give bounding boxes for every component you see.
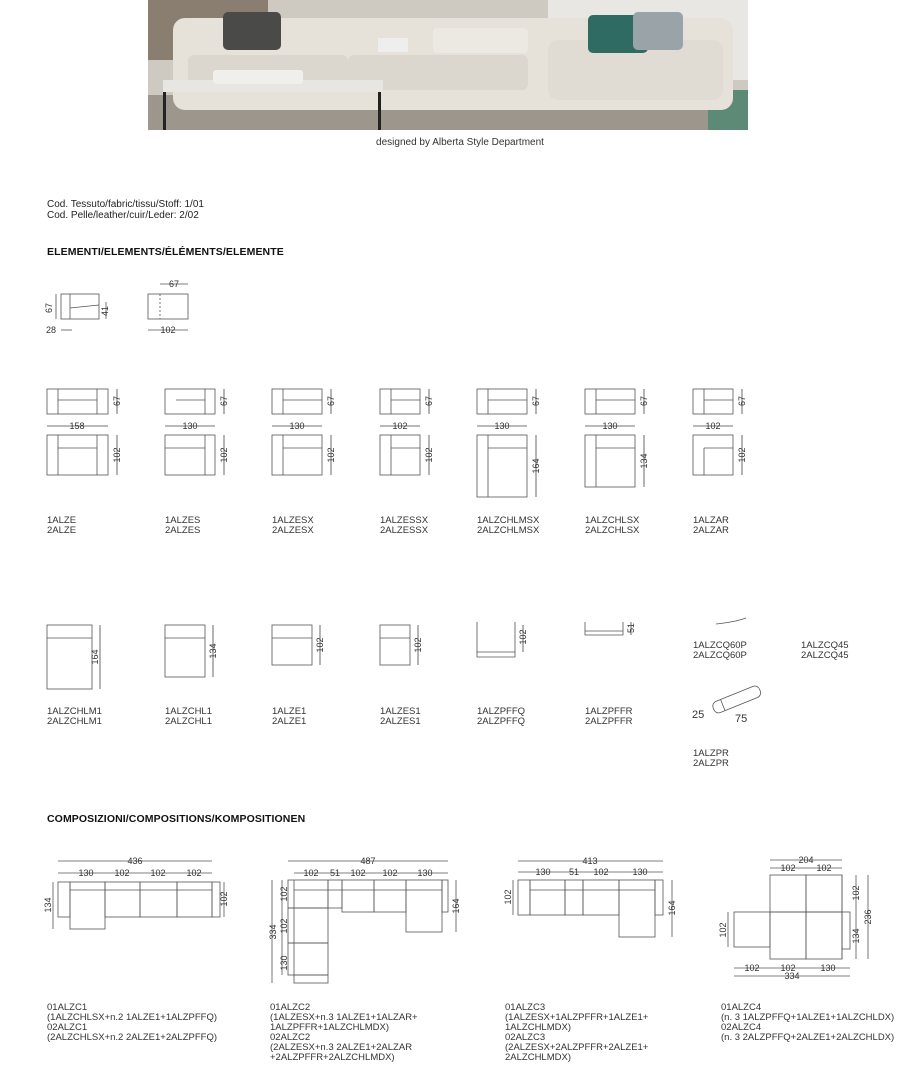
pouf-width: 102: [160, 325, 176, 335]
comp4-btotal: 334: [784, 971, 800, 981]
row1-w-4: 130: [494, 421, 510, 431]
row1-h-6: 67: [737, 395, 747, 407]
element-code: 1ALZCHL1 2ALZCHL1: [165, 706, 212, 727]
composition-1-description: 01ALZC1 (1ALZCHLSX+n.2 1ALZE1+1ALZPFFQ) 02ALZC1 (2ALZCHLSX+n.2 2ALZE1+2ALZPFFQ): [47, 1002, 218, 1043]
comp2-b: 51: [329, 868, 341, 878]
row2-d-5: 51: [626, 622, 636, 634]
armrest-seat: 41: [100, 305, 110, 317]
row1-d-6: 102: [737, 447, 747, 463]
row1-h-1: 67: [219, 395, 229, 407]
comp3-left: 102: [503, 889, 513, 905]
compositions-heading: COMPOSIZIONI/COMPOSITIONS/KOMPOSITIONEN: [47, 813, 306, 825]
comp4-ta: 102: [780, 863, 796, 873]
row1-w-3: 102: [392, 421, 408, 431]
row1-h-2: 67: [326, 395, 336, 407]
row1-w-2: 130: [289, 421, 305, 431]
element-code: 1ALZE 2ALZE: [47, 515, 77, 536]
designer-caption: designed by Alberta Style Department: [376, 137, 544, 148]
comp2-a: 102: [303, 868, 319, 878]
pouf-top-dim: 67: [168, 279, 180, 289]
element-code: 1ALZCHLM1 2ALZCHLM1: [47, 706, 102, 727]
composition-2-description: 01ALZC2 (1ALZESX+n.3 1ALZE1+1ALZAR+ 1ALZPFFR+1ALZCHLMDX) 02ALZC2 (2ALZESX+n.3 2ALZE1+2ALZAR +2ALZPFFR+2ALZCHLMDX): [270, 1002, 418, 1063]
comp3-c: 102: [593, 867, 609, 877]
fabric-code: Cod. Tessuto/fabric/tissu/Stoff: 1/01: [47, 199, 204, 210]
row1-w-5: 130: [602, 421, 618, 431]
comp3-b: 51: [568, 867, 580, 877]
element-code: 1ALZES 2ALZES: [165, 515, 201, 536]
composition-3-description: 01ALZC3 (1ALZESX+1ALZPFFR+1ALZE1+ 1ALZCHLMDX) 02ALZC3 (2ALZESX+2ALZPFFR+2ALZE1+ 2ALZCHLMDX): [505, 1002, 649, 1063]
row1-d-4: 164: [531, 458, 541, 474]
element-code-cq60p: 1ALZCQ60P 2ALZCQ60P: [693, 640, 747, 661]
element-code-pr: 1ALZPR 2ALZPR: [693, 748, 729, 769]
comp1-right: 102: [219, 891, 229, 907]
row1-d-5: 134: [639, 453, 649, 469]
comp4-r1: 102: [851, 885, 861, 901]
comp1-total: 436: [127, 856, 143, 866]
row2-views: [47, 618, 762, 714]
pr-dim-b: 75: [735, 713, 748, 725]
row1-w-6: 102: [705, 421, 721, 431]
row1-h-3: 67: [424, 395, 434, 407]
comp2-l3: 130: [279, 955, 289, 971]
pr-dim-a: 25: [692, 709, 705, 721]
row1-w-0: 158: [69, 421, 85, 431]
comp4-top: 204: [798, 855, 814, 865]
comp4-r2: 134: [851, 928, 861, 944]
comp1-left: 134: [43, 897, 53, 913]
comp2-l1: 102: [279, 886, 289, 902]
row1-d-1: 102: [219, 447, 229, 463]
element-code: 1ALZE1 2ALZE1: [272, 706, 307, 727]
row2-d-3: 102: [413, 637, 423, 653]
element-code: 1ALZES1 2ALZES1: [380, 706, 421, 727]
row1-top-views: [47, 435, 733, 497]
comp1-b: 102: [114, 868, 130, 878]
element-code: 1ALZESX 2ALZESX: [272, 515, 314, 536]
element-code: 1ALZESSX 2ALZESSX: [380, 515, 429, 536]
element-code: 1ALZCHLMSX 2ALZCHLMSX: [477, 515, 540, 536]
comp3-d: 130: [632, 867, 648, 877]
row2-d-2: 102: [315, 637, 325, 653]
comp4-rt: 236: [863, 909, 873, 925]
comp4-bb: 102: [780, 963, 796, 973]
comp4-ba: 102: [744, 963, 760, 973]
comp4-left: 102: [718, 922, 728, 938]
row2-d-4: 102: [518, 629, 528, 645]
comp2-ltotal: 334: [268, 924, 278, 940]
comp4-tb: 102: [816, 863, 832, 873]
element-code-cq45: 1ALZCQ45 2ALZCQ45: [801, 640, 849, 661]
element-code: 1ALZAR 2ALZAR: [693, 515, 729, 536]
comp2-l2: 102: [279, 918, 289, 934]
comp2-right: 164: [451, 898, 461, 914]
element-code: 1ALZPFFQ 2ALZPFFQ: [477, 706, 526, 727]
armrest-height: 67: [44, 302, 54, 314]
row1-side-views: [47, 389, 733, 414]
armrest-drawing: [56, 294, 106, 330]
element-code: 1ALZPFFR 2ALZPFFR: [585, 706, 633, 727]
comp3-right: 164: [667, 900, 677, 916]
comp1-c: 102: [150, 868, 166, 878]
comp3-total: 413: [582, 856, 598, 866]
comp2-e: 130: [417, 868, 433, 878]
composition-2-drawing: [272, 861, 456, 983]
pouf-drawing: [148, 284, 188, 330]
row1-h-5: 67: [639, 395, 649, 407]
comp1-d: 102: [186, 868, 202, 878]
composition-4-description: 01ALZC4 (n. 3 1ALZPFFQ+1ALZE1+1ALZCHLDX) 02ALZC4 (n. 3 2ALZPFFQ+2ALZE1+2ALZCHLDX): [721, 1002, 895, 1043]
comp3-a: 130: [535, 867, 551, 877]
row2-d-1: 134: [208, 643, 218, 659]
row1-h-4: 67: [531, 395, 541, 407]
comp4-bc: 130: [820, 963, 836, 973]
composition-4-drawing: [728, 860, 868, 976]
row1-d-2: 102: [326, 447, 336, 463]
comp2-total: 487: [360, 856, 376, 866]
element-code: 1ALZCHLSX 2ALZCHLSX: [585, 515, 640, 536]
row2-d-0: 164: [90, 649, 100, 665]
row1-d-3: 102: [424, 447, 434, 463]
armrest-width: 28: [46, 325, 57, 335]
dimension-lines: [47, 389, 742, 689]
comp1-a: 130: [78, 868, 94, 878]
leather-code: Cod. Pelle/leather/cuir/Leder: 2/02: [47, 210, 199, 221]
comp2-d: 102: [382, 868, 398, 878]
row1-d-0: 102: [112, 447, 122, 463]
row1-w-1: 130: [182, 421, 198, 431]
elements-heading: ELEMENTI/ELEMENTS/ÉLÉMENTS/ELEMENTE: [47, 246, 284, 258]
comp2-c: 102: [350, 868, 366, 878]
row1-h-0: 67: [112, 395, 122, 407]
